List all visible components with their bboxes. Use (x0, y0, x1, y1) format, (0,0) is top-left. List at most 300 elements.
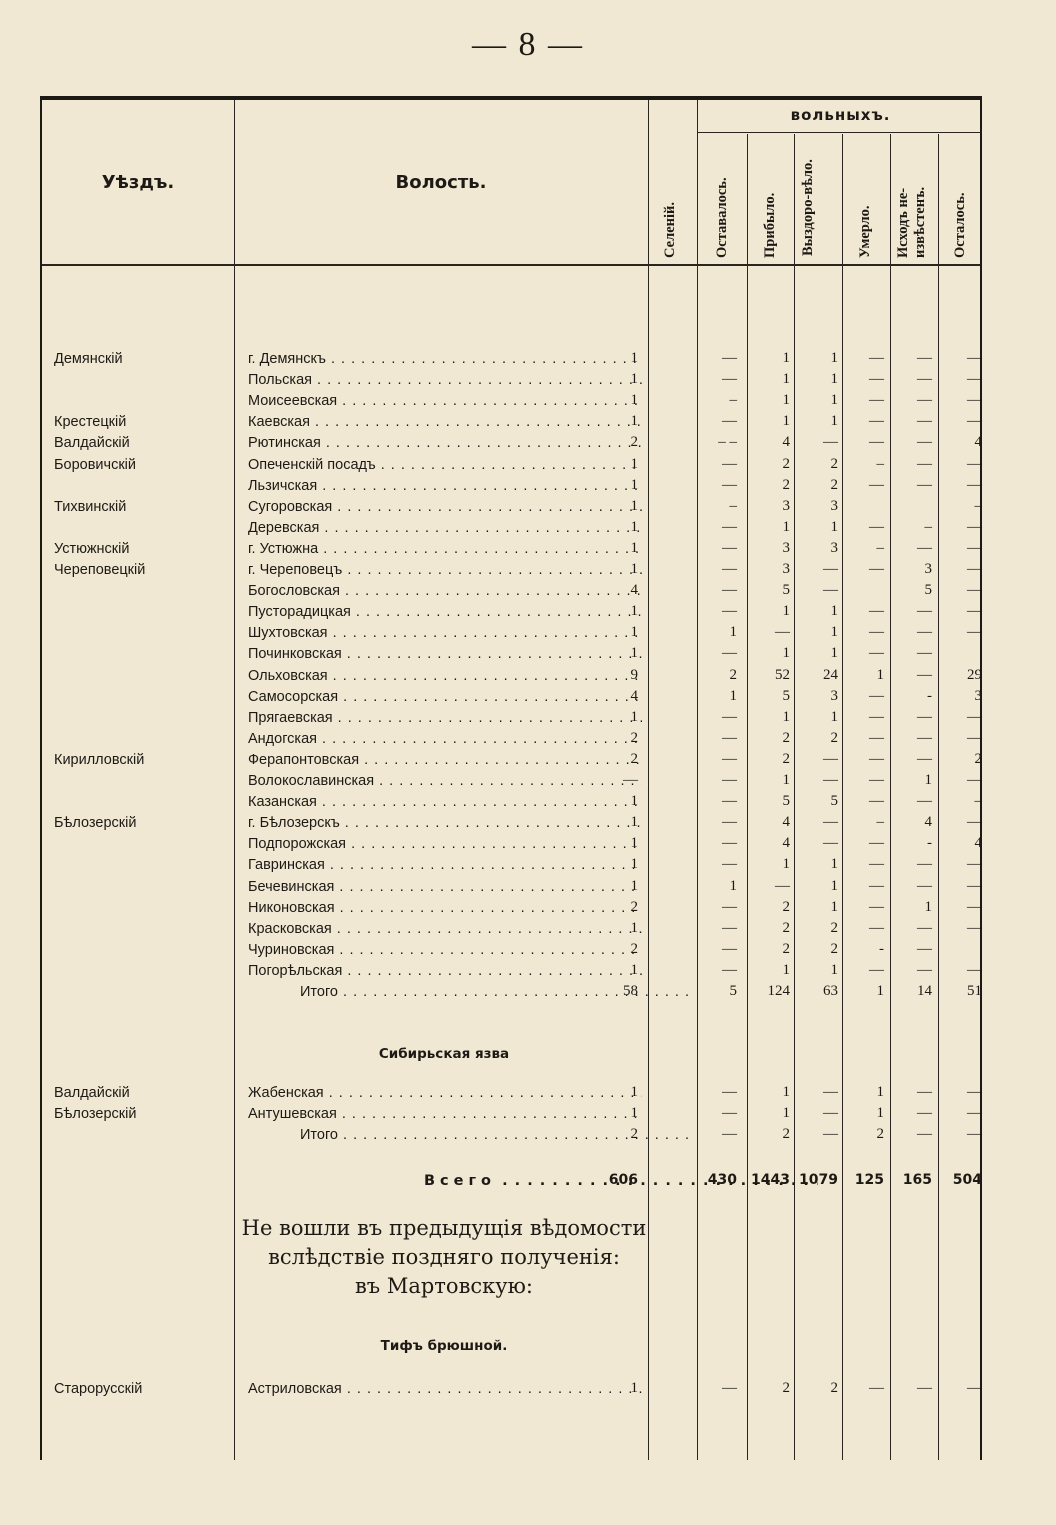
value-cell-u: — (869, 603, 884, 620)
header-umerlo: Умерло. (857, 205, 873, 258)
value-cell-r: 3 (974, 687, 982, 704)
value-cell-v: 1 (830, 961, 838, 978)
value-cell-s: 2 (630, 750, 638, 767)
value-cell-s: 2 (630, 898, 638, 915)
value-cell-u: — (869, 350, 884, 366)
table-row (42, 413, 984, 434)
value-cell-r: — (967, 476, 982, 493)
value-cell-p: 3 (782, 497, 790, 514)
volost-cell: Жабенская . . . (248, 1085, 642, 1101)
value-cell-v: 2 (830, 1380, 838, 1396)
note-line: вслѣдствіе поздняго полученія: (268, 1245, 620, 1269)
volost-cell: г. Череповецъ . . . (248, 562, 642, 578)
volost-cell: Льзичская . . . (248, 478, 642, 494)
grand-total-v: 1079 (799, 1172, 838, 1188)
value-cell-r: — (967, 1126, 982, 1143)
value-cell-s: 1 (630, 455, 638, 472)
value-cell-s: 4 (630, 687, 638, 704)
volost-cell: Гавринская . . . (248, 857, 642, 873)
value-cell-r: — (967, 561, 982, 577)
value-cell-i: — (917, 434, 932, 451)
table-row (42, 814, 984, 835)
volost-cell: Погорѣльская . . . (248, 963, 642, 979)
uezd-cell: Валдайскій (54, 435, 130, 452)
value-cell-i: — (917, 750, 932, 767)
value-cell-v: 2 (830, 919, 838, 936)
value-cell-o: — (722, 793, 737, 810)
value-cell-s: 1 (630, 350, 638, 366)
grand-total-row (42, 1172, 984, 1193)
value-cell-p: 2 (782, 898, 790, 915)
value-cell-s: — (623, 772, 638, 788)
value-cell-r: — (967, 392, 982, 409)
table-row (42, 856, 984, 877)
value-cell-v: 1 (830, 877, 838, 894)
value-cell-s: 1 (630, 371, 638, 388)
value-cell-i: — (917, 856, 932, 873)
value-cell-p: 4 (782, 835, 790, 852)
value-cell-i: — (917, 603, 932, 620)
value-cell-i: 1 (924, 772, 932, 788)
value-cell-p: 1 (782, 961, 790, 978)
table-row (42, 392, 984, 413)
value-cell-i: — (917, 729, 932, 746)
volost-cell: Шухтовская . . . (248, 625, 642, 641)
value-cell-s: 1 (630, 645, 638, 662)
value-cell-u: - (879, 940, 884, 957)
value-cell-u: — (869, 392, 884, 409)
value-cell-i: — (917, 708, 932, 725)
value-cell-p: 2 (782, 476, 790, 493)
value-cell-r: 2 (974, 750, 982, 767)
volost-cell: Богословская . . . (248, 583, 642, 599)
value-cell-u: — (869, 371, 884, 388)
value-cell-o: — (722, 729, 737, 746)
value-cell-r: — (967, 961, 982, 978)
note-line: въ Мартовскую: (354, 1274, 533, 1298)
volost-cell: Андогская . . . (248, 731, 642, 747)
volost-cell: Антушевская . . . (248, 1106, 642, 1122)
value-cell-s: 4 (630, 582, 638, 599)
volost-cell: Казанская . . . (248, 794, 642, 810)
table-row (42, 519, 984, 540)
value-cell-u: — (869, 877, 884, 894)
value-cell-s: 1 (630, 561, 638, 577)
value-cell-r: — (967, 1380, 982, 1396)
value-cell-v: 1 (830, 413, 838, 430)
volost-cell: Каевская . . . (248, 414, 642, 430)
table-row (42, 667, 984, 688)
value-cell-s: 1 (630, 814, 638, 831)
value-cell-r: — (967, 898, 982, 915)
value-cell-o: — (722, 350, 737, 366)
value-cell-r: — (967, 518, 982, 535)
grand-total-r: 504 (952, 1172, 982, 1188)
value-cell-r: — (967, 877, 982, 894)
volost-cell: Подпорожская . . . (248, 836, 642, 852)
volost-cell: Итого . . . (248, 1127, 694, 1143)
value-cell-u: – (876, 814, 884, 831)
value-cell-s: 2 (630, 940, 638, 957)
value-cell-p: 2 (782, 750, 790, 767)
value-cell-o: 1 (729, 624, 737, 641)
volost-cell: г. Устюжна . . . (248, 541, 642, 557)
value-cell-r: 4 (974, 835, 982, 852)
value-cell-p: 1 (782, 708, 790, 725)
value-cell-r: — (967, 455, 982, 472)
value-cell-v: 1 (830, 392, 838, 409)
value-cell-v: — (823, 1126, 838, 1143)
value-cell-v: 1 (830, 898, 838, 915)
value-cell-p: 1 (782, 1084, 790, 1100)
value-cell-s: 1 (630, 1084, 638, 1100)
table-row (42, 751, 984, 772)
uezd-cell: Крестецкій (54, 414, 127, 431)
value-cell-o: — (722, 708, 737, 725)
value-cell-i: 1 (924, 898, 932, 915)
value-cell-v: 1 (830, 708, 838, 725)
value-cell-p: 1 (782, 645, 790, 662)
value-cell-o: — (722, 539, 737, 556)
value-cell-v: — (823, 835, 838, 852)
value-cell-v: 3 (830, 539, 838, 556)
value-cell-v: 1 (830, 645, 838, 662)
value-cell-i: — (917, 1126, 932, 1143)
volost-cell: Самосорская . . . (248, 689, 642, 705)
value-cell-v: — (823, 561, 838, 577)
value-cell-r: — (967, 539, 982, 556)
value-cell-i: — (917, 624, 932, 641)
header-volost: Волость. (395, 172, 487, 193)
value-cell-v: — (823, 434, 838, 451)
value-cell-r: – (974, 793, 982, 810)
value-cell-o: 1 (729, 877, 737, 894)
grand-total-label: Всего . . . (248, 1173, 818, 1189)
value-cell-u: — (869, 434, 884, 451)
header-pribylo: Прибыло. (762, 192, 778, 258)
uezd-cell: Кирилловскій (54, 751, 145, 768)
value-cell-o: — (722, 645, 737, 662)
value-cell-u: – (876, 539, 884, 556)
value-cell-p: 2 (782, 1380, 790, 1396)
table-row (42, 941, 984, 962)
value-cell-r: – (974, 497, 982, 514)
value-cell-v: 3 (830, 687, 838, 704)
value-cell-s: 1 (630, 961, 638, 978)
table-row (42, 878, 984, 899)
value-cell-u: — (869, 898, 884, 915)
table-row (42, 456, 984, 477)
header-ostalos: Осталось. (952, 192, 968, 258)
volost-cell: Ферапонтовская . . . (248, 752, 642, 768)
value-cell-r: — (967, 856, 982, 873)
value-cell-i: 5 (924, 582, 932, 599)
value-cell-i: 3 (924, 561, 932, 577)
value-cell-u: — (869, 708, 884, 725)
value-cell-u: — (869, 624, 884, 641)
header-ostavalos: Оставалось. (714, 177, 730, 258)
value-cell-p: 124 (767, 983, 790, 999)
table-row (42, 477, 984, 498)
value-cell-o: — (722, 561, 737, 577)
section-title-anthrax: Сибирьская язва (378, 1046, 510, 1062)
value-cell-u: 1 (876, 1105, 884, 1122)
table-row (42, 498, 984, 519)
volost-cell: Починковская . . . (248, 646, 642, 662)
volost-cell: Польская . . . (248, 372, 642, 388)
volost-cell: Чуриновская . . . (248, 942, 642, 958)
uezd-cell: Демянскій (54, 351, 123, 367)
value-cell-i: — (917, 919, 932, 936)
value-cell-u: — (869, 687, 884, 704)
value-cell-v: — (823, 1084, 838, 1100)
value-cell-r: — (967, 1105, 982, 1122)
volost-cell: Итого . . . (248, 984, 694, 1000)
uezd-cell: Старорусскій (54, 1381, 143, 1397)
volost-cell: Опеченскій посадъ . . . (248, 457, 642, 473)
header-bottom-rule (42, 264, 980, 266)
value-cell-s: 1 (630, 1105, 638, 1122)
value-cell-u: — (869, 518, 884, 535)
uezd-cell: Боровичскій (54, 456, 136, 473)
uezd-cell: Тихвинскій (54, 498, 127, 515)
table-row (42, 835, 984, 856)
value-cell-o: — (722, 961, 737, 978)
table-row (42, 350, 984, 371)
value-cell-i: 14 (917, 983, 932, 999)
header-uezd: Уѣздъ. (101, 172, 175, 193)
value-cell-r: — (967, 814, 982, 831)
value-cell-o: – (729, 392, 737, 409)
volost-cell: Сугоровская . . . (248, 499, 642, 515)
header-iskhod: Исходъ не-извѣстенъ. (895, 186, 928, 258)
value-cell-p: 1 (782, 413, 790, 430)
table-row (42, 1084, 984, 1105)
table-row (42, 371, 984, 392)
value-cell-r: 4 (974, 434, 982, 451)
volost-cell: Ольховская . . . (248, 668, 642, 684)
value-cell-s: 1 (630, 539, 638, 556)
value-cell-p: 2 (782, 455, 790, 472)
value-cell-o: 2 (729, 666, 737, 683)
table-row (42, 962, 984, 983)
value-cell-v: 3 (830, 497, 838, 514)
value-cell-o: — (722, 1105, 737, 1122)
value-cell-p: 1 (782, 1105, 790, 1122)
value-cell-u: — (869, 476, 884, 493)
value-cell-s: 9 (630, 666, 638, 683)
page-number: — 8 — (472, 26, 584, 63)
value-cell-p: 52 (775, 666, 790, 683)
value-cell-o: — (722, 940, 737, 957)
value-cell-v: 1 (830, 603, 838, 620)
value-cell-p: 1 (782, 350, 790, 366)
volost-cell: Пусторадицкая . . . (248, 604, 642, 620)
value-cell-u: — (869, 856, 884, 873)
value-cell-r: — (967, 919, 982, 936)
value-cell-r: — (967, 413, 982, 430)
header-seleniy: Селеній. (662, 201, 678, 258)
value-cell-i: — (917, 666, 932, 683)
value-cell-p: 2 (782, 919, 790, 936)
value-cell-i: - (927, 687, 932, 704)
value-cell-s: 1 (630, 497, 638, 514)
value-cell-r: — (967, 371, 982, 388)
value-cell-v: 5 (830, 793, 838, 810)
value-cell-v: 2 (830, 940, 838, 957)
table-row (42, 772, 984, 793)
value-cell-i: — (917, 350, 932, 366)
value-cell-s: 1 (630, 624, 638, 641)
table-row (42, 1380, 984, 1401)
table-row (42, 561, 984, 582)
value-cell-s: 1 (630, 603, 638, 620)
table-row (42, 793, 984, 814)
value-cell-i: — (917, 961, 932, 978)
value-cell-p: 2 (782, 729, 790, 746)
value-cell-p: 5 (782, 793, 790, 810)
volost-cell: Деревская . . . (248, 520, 642, 536)
table-row (42, 899, 984, 920)
table-row (42, 603, 984, 624)
table-row (42, 730, 984, 751)
value-cell-r: — (967, 624, 982, 641)
value-cell-i: — (917, 371, 932, 388)
value-cell-p: 1 (782, 392, 790, 409)
value-cell-u: — (869, 772, 884, 788)
header-rule (697, 132, 980, 133)
uezd-cell: Устюжнскій (54, 540, 130, 557)
value-cell-o: — (722, 750, 737, 767)
value-cell-o: — (722, 835, 737, 852)
value-cell-u: 1 (876, 1084, 884, 1100)
value-cell-r: 29 (967, 666, 982, 683)
table-row (42, 645, 984, 666)
value-cell-p: — (775, 624, 790, 641)
table-row (42, 920, 984, 941)
value-cell-u: — (869, 750, 884, 767)
value-cell-i: — (917, 1084, 932, 1100)
value-cell-o: — (722, 1380, 737, 1396)
value-cell-o: 5 (729, 983, 737, 999)
value-cell-s: 2 (630, 434, 638, 451)
value-cell-p: 1 (782, 856, 790, 873)
volost-cell: Астриловская . . . (248, 1381, 642, 1397)
volost-cell: г. Бѣлозерскъ . . . (248, 815, 642, 831)
value-cell-u: 1 (876, 983, 884, 999)
value-cell-r: — (967, 708, 982, 725)
value-cell-v: 2 (830, 476, 838, 493)
value-cell-o: – (729, 497, 737, 514)
header-volnykh: вольныхъ. (790, 106, 891, 124)
value-cell-v: 1 (830, 350, 838, 366)
uezd-cell: Валдайскій (54, 1085, 130, 1101)
value-cell-u: — (869, 645, 884, 662)
value-cell-u: — (869, 413, 884, 430)
value-cell-o: 1 (729, 687, 737, 704)
value-cell-o: — (722, 582, 737, 599)
value-cell-o: — (722, 856, 737, 873)
value-cell-v: 2 (830, 455, 838, 472)
value-cell-s: 2 (630, 729, 638, 746)
value-cell-v: 63 (823, 983, 838, 999)
value-cell-v: 2 (830, 729, 838, 746)
value-cell-p: 1 (782, 518, 790, 535)
value-cell-v: — (823, 772, 838, 788)
value-cell-i: — (917, 793, 932, 810)
value-cell-r: — (967, 772, 982, 788)
value-cell-p: 5 (782, 687, 790, 704)
value-cell-s: 1 (630, 919, 638, 936)
value-cell-o: — (722, 518, 737, 535)
volost-cell: Рютинская . . . (248, 435, 642, 451)
table-row (42, 1126, 984, 1147)
value-cell-p: — (775, 877, 790, 894)
grand-total-p: 1443 (751, 1172, 790, 1188)
note (238, 1214, 650, 1301)
value-cell-o: — (722, 603, 737, 620)
value-cell-p: 4 (782, 434, 790, 451)
value-cell-i: - (927, 835, 932, 852)
value-cell-u: – (876, 455, 884, 472)
value-cell-o: — (722, 919, 737, 936)
value-cell-i: – (924, 518, 932, 535)
value-cell-u: — (869, 793, 884, 810)
volost-cell: Волокославинская . . . (248, 773, 642, 789)
grand-total-o: 430 (707, 1172, 737, 1188)
value-cell-p: 4 (782, 814, 790, 831)
value-cell-p: 3 (782, 561, 790, 577)
value-cell-r: — (967, 1084, 982, 1100)
statistics-table (40, 96, 982, 1460)
value-cell-u: — (869, 1380, 884, 1396)
volost-cell: г. Демянскъ . . . (248, 351, 642, 367)
value-cell-o: — (722, 772, 737, 788)
value-cell-p: 1 (782, 603, 790, 620)
value-cell-v: 1 (830, 856, 838, 873)
value-cell-r: 51 (967, 983, 982, 999)
value-cell-s: 1 (630, 413, 638, 430)
value-cell-s: 1 (630, 392, 638, 409)
value-cell-o: — (722, 455, 737, 472)
value-cell-o: — (722, 476, 737, 493)
value-cell-s: 1 (630, 793, 638, 810)
value-cell-r: — (967, 729, 982, 746)
value-cell-u: — (869, 729, 884, 746)
value-cell-v: 1 (830, 518, 838, 535)
value-cell-r: — (967, 582, 982, 599)
grand-total-i: 165 (902, 1172, 932, 1188)
value-cell-v: 1 (830, 624, 838, 641)
value-cell-u: 1 (876, 666, 884, 683)
value-cell-p: 5 (782, 582, 790, 599)
value-cell-u: — (869, 561, 884, 577)
value-cell-i: — (917, 413, 932, 430)
grand-total-s: 606 (608, 1172, 638, 1188)
value-cell-s: 1 (630, 1380, 638, 1396)
uezd-cell: Бѣлозерскій (54, 815, 137, 832)
value-cell-i: — (917, 1105, 932, 1122)
value-cell-o: — (722, 898, 737, 915)
value-cell-o: — (722, 1126, 737, 1143)
value-cell-u: — (869, 835, 884, 852)
value-cell-p: 1 (782, 371, 790, 388)
value-cell-v: 1 (830, 371, 838, 388)
table-row (42, 1105, 984, 1126)
value-cell-o: — (722, 371, 737, 388)
value-cell-i: — (917, 877, 932, 894)
value-cell-v: — (823, 814, 838, 831)
